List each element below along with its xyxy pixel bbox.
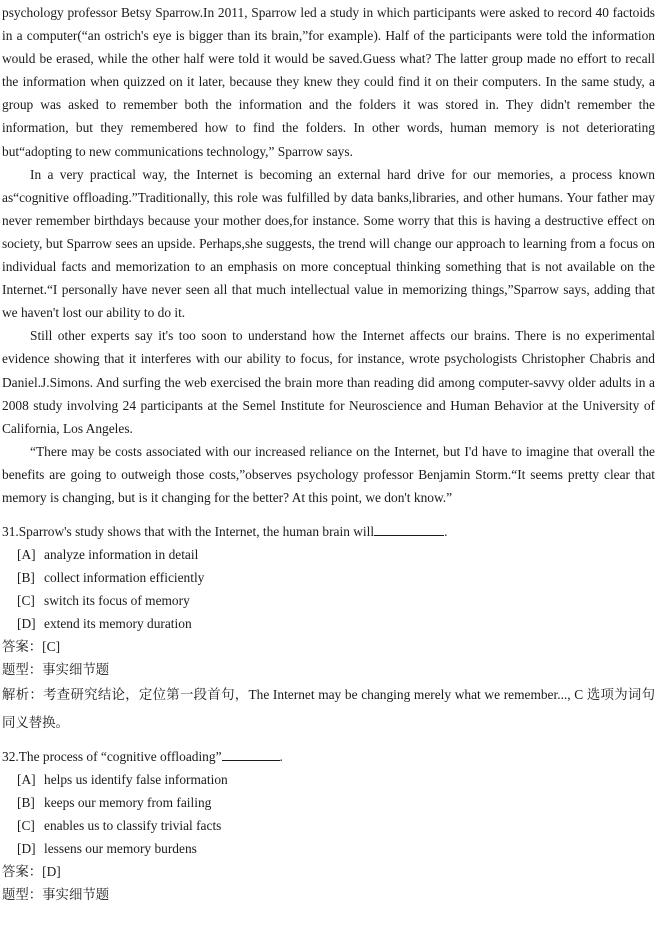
option-d[interactable] [2,612,655,635]
option-text: collect information efficiently [44,570,205,586]
option-letter: [B] [17,570,35,586]
question-stem-text: 31.Sparrow's study shows that with the Internet, the human brain will [2,524,375,540]
question-stem-end: . [279,749,283,765]
passage-paragraph-4: “There may be costs associated with our increased reliance on the Internet, but I'd have to imagine that overall the benefits are going to outweigh those costs,”observes psychology professor Benjamin Storm.“It seems pretty clear that memory is changing, but is it changing for the better? At this point, we don't know.” [2,443,655,505]
option-a[interactable] [2,768,655,791]
question-type-line [2,658,655,681]
question-stem [2,520,655,543]
answer-value: [D] [42,864,61,880]
option-c[interactable] [2,814,655,837]
question-stem-end: . [444,524,448,540]
question-type-value: 事实细节题 [42,887,110,903]
question-type-value: 事实细节题 [42,662,110,678]
option-b[interactable] [2,791,655,814]
option-letter: [A] [17,547,36,563]
analysis-text: 考查研究结论，定位第一段首句，The Internet may be changing merely what we remember..., C 选项为词句同义替换。 [2,687,655,731]
option-text: extend its memory duration [44,616,192,632]
option-letter: [C] [17,593,35,609]
option-c[interactable] [2,589,655,612]
question-32 [2,745,655,906]
answer-line [2,635,655,658]
document-page [2,0,655,906]
option-text: helps us identify false information [44,772,228,788]
question-stem [2,745,655,768]
reading-passage [2,1,655,509]
answer-blank [222,747,280,761]
option-letter: [D] [17,841,36,857]
question-stem-text: 32.The process of “cognitive offloading” [2,749,222,765]
option-text: lessens our memory burdens [44,841,197,857]
passage-paragraph-2: In a very practical way, the Internet is becoming an external hard drive for our memories, a process known as“cognitive offloading.”Traditionally, this role was fulfilled by data banks,libraries, and other humans. Your father may never remember birthdays because your mother does,for instance. Some worry that this is having a destructive effect on society, but Sparrow sees an upside. Perhaps,she suggests, the trend will change our approach to learning from a focus on individual facts and memorization to an emphasis on more conceptual thinking something that is not available on the Internet.“I personally have never seen all that much intellectual value in memorizing things,”Sparrow says, adding that we haven't lost our ability to do it. [2,166,655,321]
option-list [2,543,655,635]
option-letter: [D] [17,616,36,632]
option-letter: [C] [17,818,35,834]
option-b[interactable] [2,566,655,589]
answer-label: 答案： [2,639,43,655]
passage-paragraph-1: psychology professor Betsy Sparrow.In 2011, Sparrow led a study in which participants were asked to record 40 factoids in a computer(“an ostrich's eye is bigger than its brain,”for example). Half of the participants were told the information would be erased, while the other half were told it would be saved.Guess what? The latter group made no effort to recall the information when quizzed on it later, because they knew they could find it on their computers. In the same study, a group was asked to remember both the information and the folders it was stored in. They didn't remember the information, but they remembered how to find the folders. In other words, human memory is not deteriorating but“adopting to new communications technology,” Sparrow says. [2,5,655,159]
answer-blank [374,522,444,536]
option-list [2,768,655,860]
option-d[interactable] [2,837,655,860]
option-text: keeps our memory from failing [44,795,212,811]
option-letter: [A] [17,772,36,788]
question-type-line [2,883,655,906]
option-a[interactable] [2,543,655,566]
passage-paragraph-3: Still other experts say it's too soon to understand how the Internet affects our brains. There is no experimental evidence showing that it interferes with our ability to focus, for instance, wrote psychologists Christopher Chabris and Daniel.J.Simons. And surfing the web exercised the brain more than reading did among computer-savvy older adults in a 2008 study involving 24 participants at the Semel Institute for Neuroscience and Human Behavior at the University of California, Los Angeles. [2,328,655,436]
option-text: switch its focus of memory [44,593,190,609]
question-type-label: 题型： [2,887,43,903]
option-text: enables us to classify trivial facts [44,818,222,834]
analysis-label: 解析： [2,687,44,703]
analysis-line [2,681,655,737]
answer-label: 答案： [2,864,43,880]
option-text: analyze information in detail [44,547,199,563]
answer-value: [C] [42,639,61,655]
question-31 [2,520,655,737]
question-type-label: 题型： [2,662,43,678]
option-letter: [B] [17,795,35,811]
answer-line [2,860,655,883]
